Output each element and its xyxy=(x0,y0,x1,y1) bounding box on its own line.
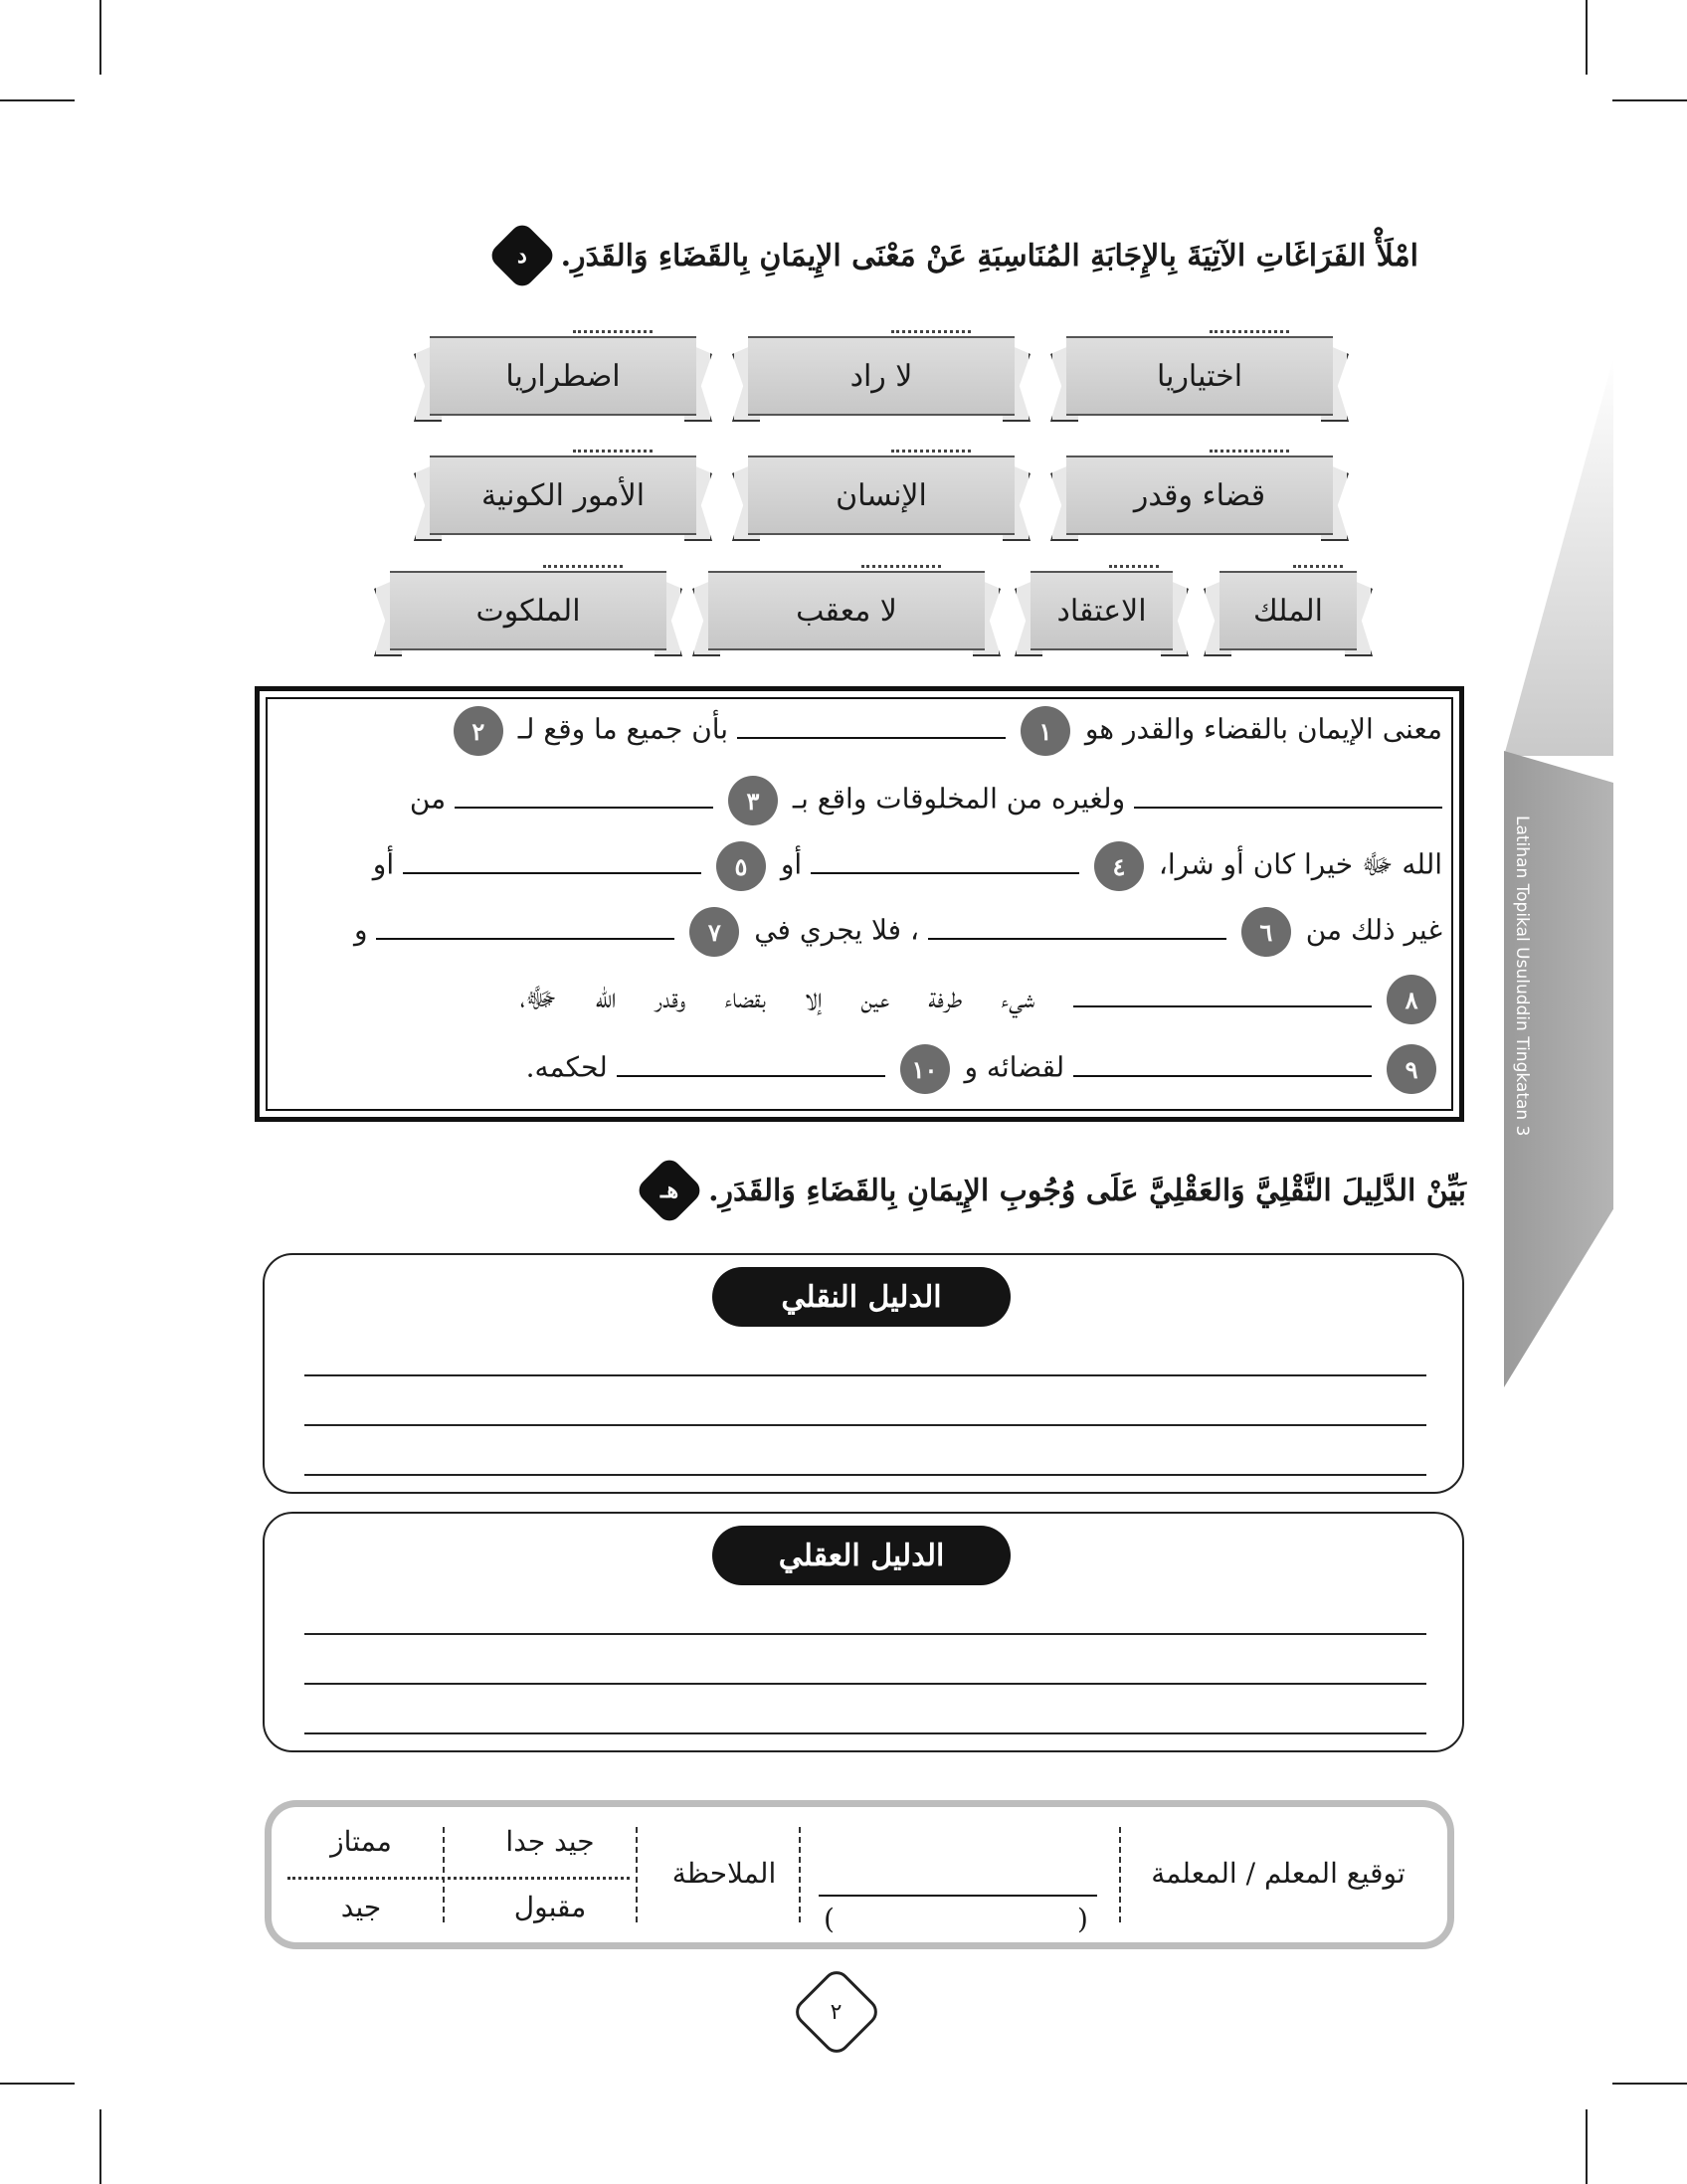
answer-line[interactable] xyxy=(304,1683,1426,1685)
passage-text: معنى الإيمان بالقضاء والقدر هو xyxy=(1084,712,1442,746)
passage-line-6 xyxy=(269,1044,1442,1104)
option-label: لا راد xyxy=(748,336,1015,416)
grading-box xyxy=(265,1800,1454,1949)
crop-mark xyxy=(1586,0,1588,75)
answer-line[interactable] xyxy=(304,1424,1426,1426)
signature-label: توقيع المعلم / المعلمة xyxy=(1151,1857,1406,1890)
answer-line[interactable] xyxy=(304,1374,1426,1376)
option-chip[interactable] xyxy=(1015,565,1189,656)
passage-line-5 xyxy=(269,975,1442,1034)
crop-mark xyxy=(1586,2109,1588,2184)
option-chip[interactable] xyxy=(1050,330,1349,422)
option-chip[interactable] xyxy=(1204,565,1373,656)
paren-open: ( xyxy=(1077,1903,1088,1935)
passage-line-2 xyxy=(269,776,1442,835)
blank-field[interactable] xyxy=(403,844,701,874)
passage-text: ولغيره من المخلوقات واقع بـ xyxy=(792,782,1126,816)
option-chip[interactable] xyxy=(414,450,712,541)
passage-text: لقضائه و xyxy=(964,1050,1065,1084)
naqli-title: الدليل النقلي xyxy=(712,1267,1011,1327)
blank-field[interactable] xyxy=(928,910,1226,940)
option-chip[interactable] xyxy=(732,450,1031,541)
option-label: اختياريا xyxy=(1066,336,1333,416)
section-d-instruction: امْلَأْ الفَرَاغَاتِ الآتِيَةَ بِالإِجَابَةِ المُنَاسِبَةِ عَنْ مَعْنَى الإِيمَانِ بِالقَضَاءِ وَالقَدَرِ. xyxy=(560,238,1418,273)
passage-line-4 xyxy=(269,907,1442,967)
remark-label: الملاحظة xyxy=(671,1857,777,1890)
blank-number: ٣ xyxy=(728,776,778,825)
passage-text: و xyxy=(353,913,368,947)
divider xyxy=(636,1827,638,1922)
aqli-title: الدليل العقلي xyxy=(712,1526,1011,1585)
page-number: ٢ xyxy=(790,1965,882,2058)
section-h-badge: هـ xyxy=(635,1156,705,1226)
option-chip[interactable] xyxy=(732,330,1031,422)
blank-field[interactable] xyxy=(1134,779,1442,809)
blank-field[interactable] xyxy=(617,1047,885,1077)
crop-mark xyxy=(0,99,75,101)
aqli-panel xyxy=(263,1512,1464,1752)
passage-text: ، فلا يجري في xyxy=(754,913,920,947)
blank-number: ٨ xyxy=(1387,975,1436,1024)
blank-field[interactable] xyxy=(1073,978,1372,1007)
passage-line-1 xyxy=(269,706,1442,766)
blank-number: ١٠ xyxy=(900,1044,950,1094)
option-label: الأمور الكونية xyxy=(430,455,696,535)
crop-mark xyxy=(99,2109,101,2184)
passage-text: شيء طرفة عين إلا بقضاء وقدر الله ﷻ، xyxy=(519,981,1035,1014)
naqli-panel xyxy=(263,1253,1464,1494)
grade-good[interactable]: جيد xyxy=(340,1891,382,1923)
divider xyxy=(1119,1827,1121,1922)
crop-mark xyxy=(1612,99,1687,101)
grade-separator xyxy=(287,1877,630,1880)
blank-number: ٤ xyxy=(1094,841,1144,891)
blank-field[interactable] xyxy=(455,779,713,809)
option-label: قضاء وقدر xyxy=(1066,455,1333,535)
option-label: الملكوت xyxy=(390,571,666,650)
blank-number: ٦ xyxy=(1241,907,1291,957)
passage-text: أو xyxy=(780,847,803,881)
passage-line-3 xyxy=(269,841,1442,901)
option-label: الإنسان xyxy=(748,455,1015,535)
answer-line[interactable] xyxy=(304,1474,1426,1476)
blank-field[interactable] xyxy=(1073,1047,1372,1077)
section-d-badge: د xyxy=(486,221,557,291)
option-chip[interactable] xyxy=(1050,450,1349,541)
divider xyxy=(799,1827,801,1922)
blank-field[interactable] xyxy=(376,910,674,940)
crop-mark xyxy=(0,2083,75,2085)
option-chip[interactable] xyxy=(414,330,712,422)
passage-text: من xyxy=(409,782,447,816)
crop-mark xyxy=(1612,2083,1687,2085)
blank-number: ٢ xyxy=(454,706,503,756)
blank-field[interactable] xyxy=(737,709,1006,739)
answer-line[interactable] xyxy=(304,1732,1426,1734)
grade-very-good[interactable]: جيد جدا xyxy=(505,1825,595,1858)
option-chip[interactable] xyxy=(374,565,682,656)
blank-number: ٥ xyxy=(716,841,766,891)
side-tab-shade xyxy=(1504,358,1613,756)
section-d-heading xyxy=(497,231,1418,280)
section-h-instruction: بَيِّنْ الدَّلِيلَ النَّقْلِيَّ وَالعَقْلِيَّ عَلَى وُجُوبِ الإِيمَانِ بِالقَضَاءِ وَالقَدَرِ. xyxy=(708,1173,1466,1208)
passage-text: أو xyxy=(372,847,395,881)
option-chip[interactable] xyxy=(692,565,1001,656)
blank-number: ٧ xyxy=(689,907,739,957)
grade-acceptable[interactable]: مقبول xyxy=(513,1891,587,1923)
option-label: الاعتقاد xyxy=(1031,571,1173,650)
passage-text: بأن جميع ما وقع لـ xyxy=(517,712,729,746)
passage-text: لحكمه. xyxy=(525,1050,608,1084)
section-h-heading xyxy=(645,1166,1466,1215)
divider xyxy=(443,1827,445,1922)
option-label: اضطراريا xyxy=(430,336,696,416)
passage-text: غير ذلك من xyxy=(1305,913,1442,947)
option-label: الملك xyxy=(1219,571,1357,650)
grade-excellent[interactable]: ممتاز xyxy=(330,1825,392,1858)
crop-mark xyxy=(99,0,101,75)
answer-line[interactable] xyxy=(304,1633,1426,1635)
side-label: Latihan Topikal Usuluddin Tingkatan 3 xyxy=(1512,816,1532,1137)
passage-text: الله ﷻ خيرا كان أو شرا، xyxy=(1158,847,1442,881)
signature-line[interactable] xyxy=(819,1867,1097,1897)
blank-field[interactable] xyxy=(811,844,1079,874)
paren-close: ) xyxy=(824,1903,835,1935)
blank-number: ١ xyxy=(1021,706,1070,756)
blank-number: ٩ xyxy=(1387,1044,1436,1094)
option-label: لا معقب xyxy=(708,571,985,650)
